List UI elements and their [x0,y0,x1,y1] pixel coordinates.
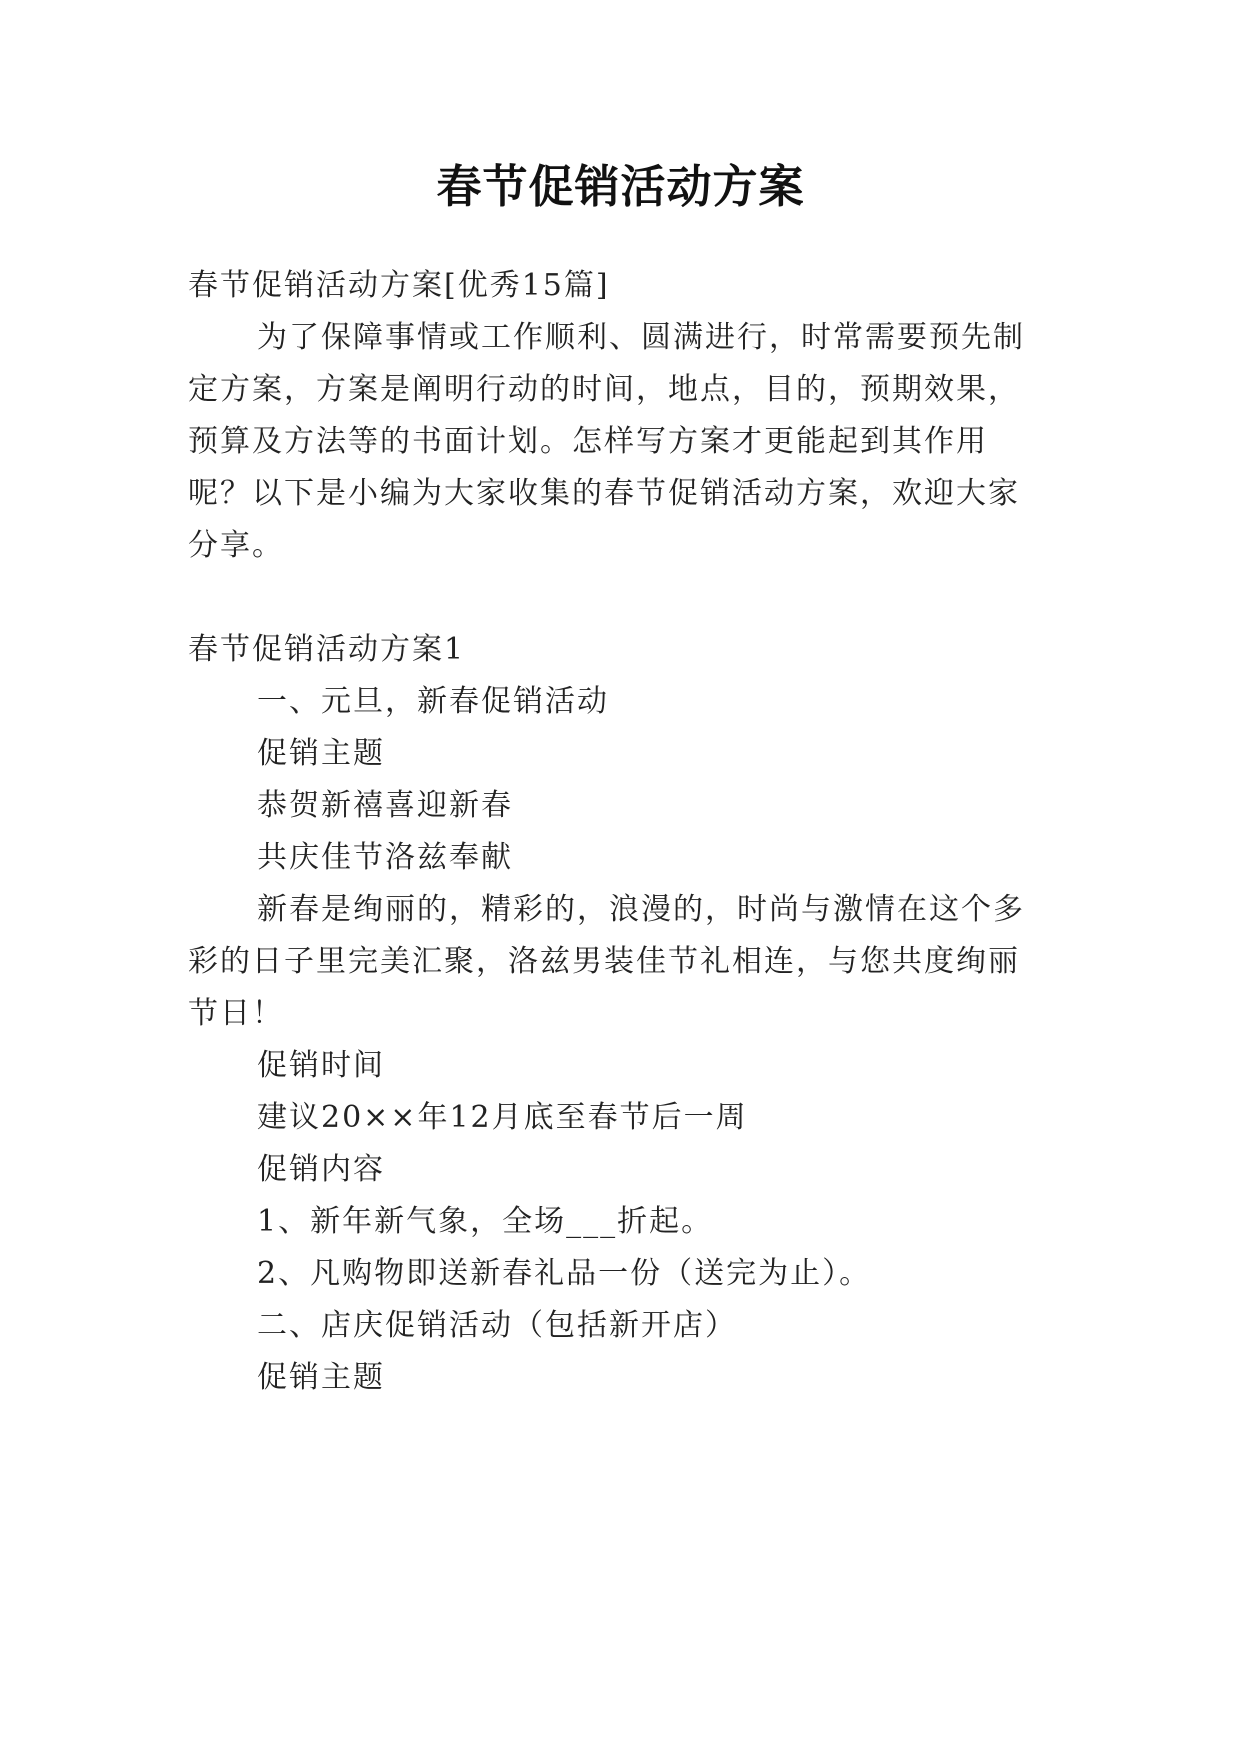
body-line: 1、新年新气象，全场___折起。 [257,1204,714,1239]
subtitle-line: 春节促销活动方案[优秀15篇] [188,268,610,303]
body-line: 共庆佳节洛兹奉献 [257,840,513,875]
body-line: 2、凡购物即送新春礼品一份（送完为止）。 [257,1256,872,1291]
subsection-heading: 一、元旦，新春促销活动 [257,684,609,719]
body-line: 促销内容 [257,1152,385,1187]
body-line: 建议20××年12月底至春节后一周 [257,1100,748,1135]
body-line: 促销主题 [257,1360,385,1395]
intro-paragraph-line: 定方案，方案是阐明行动的时间，地点，目的，预期效果， [188,372,1020,407]
body-line: 促销时间 [257,1048,385,1083]
section-heading: 春节促销活动方案1 [188,632,466,667]
body-paragraph-line: 彩的日子里完美汇聚，洛兹男装佳节礼相连，与您共度绚丽 [188,944,1020,979]
intro-paragraph-line: 预算及方法等的书面计划。怎样写方案才更能起到其作用 [188,424,988,459]
intro-paragraph-line: 为了保障事情或工作顺利、圆满进行，时常需要预先制 [257,320,1025,355]
intro-paragraph-line: 呢？以下是小编为大家收集的春节促销活动方案，欢迎大家 [188,476,1020,511]
body-line: 恭贺新禧喜迎新春 [257,788,513,823]
body-paragraph-line: 新春是绚丽的，精彩的，浪漫的，时尚与激情在这个多 [257,892,1025,927]
body-line: 促销主题 [257,736,385,771]
subsection-heading: 二、店庆促销活动（包括新开店） [257,1308,737,1343]
body-paragraph-line: 节日！ [188,996,284,1031]
document-title: 春节促销活动方案 [436,160,805,213]
intro-paragraph-line: 分享。 [188,528,284,563]
